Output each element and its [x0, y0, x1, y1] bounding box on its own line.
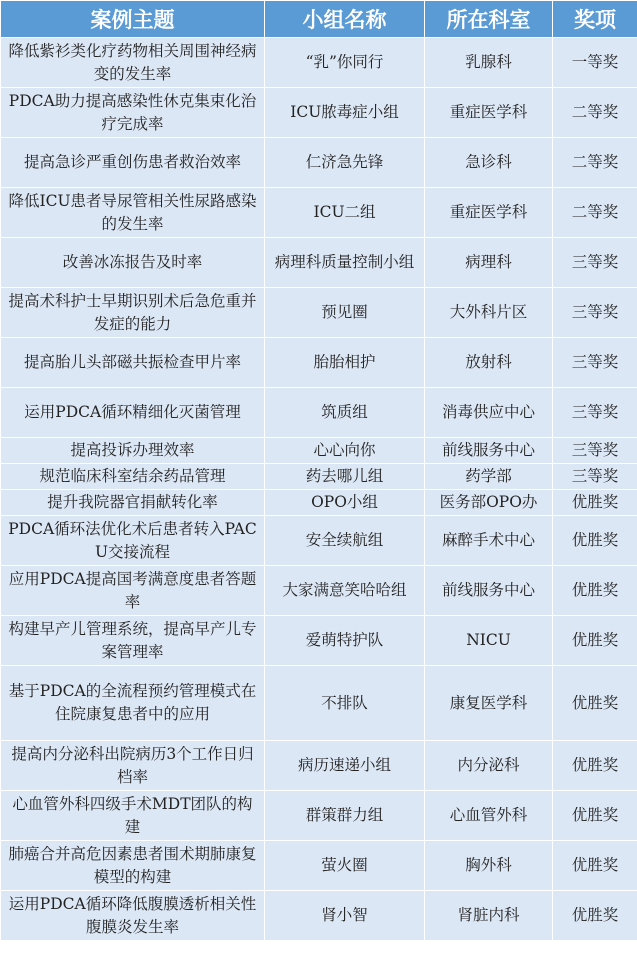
cell-dept: 病理科	[425, 238, 553, 288]
cell-dept: 消毒供应中心	[425, 388, 553, 438]
table-row	[1, 438, 637, 464]
cell-award: 优胜奖	[553, 666, 637, 741]
cell-team: 药去哪儿组	[265, 464, 425, 490]
cell-dept: NICU	[425, 616, 553, 666]
cell-award: 二等奖	[553, 188, 637, 238]
cell-award: 三等奖	[553, 464, 637, 490]
cell-team: OPO小组	[265, 490, 425, 516]
cell-award: 优胜奖	[553, 791, 637, 841]
table-row	[1, 38, 637, 88]
cell-team: “乳”你同行	[265, 38, 425, 88]
cell-topic: 提高胎儿头部磁共振检查甲片率	[1, 338, 265, 388]
cell-topic: 提高急诊严重创伤患者救治效率	[1, 138, 265, 188]
cell-award: 三等奖	[553, 288, 637, 338]
cell-team: 安全续航组	[265, 516, 425, 566]
header-award: 奖项	[553, 1, 637, 38]
table-row	[1, 88, 637, 138]
cell-award: 三等奖	[553, 438, 637, 464]
header-dept: 所在科室	[425, 1, 553, 38]
cell-team: 爱萌特护队	[265, 616, 425, 666]
table-row	[1, 566, 637, 616]
cell-dept: 内分泌科	[425, 741, 553, 791]
cell-topic: 基于PDCA的全流程预约管理模式在住院康复患者中的应用	[1, 666, 265, 741]
cell-team: 胎胎相护	[265, 338, 425, 388]
cell-dept: 乳腺科	[425, 38, 553, 88]
cell-dept: 放射科	[425, 338, 553, 388]
table-row	[1, 388, 637, 438]
table-row	[1, 464, 637, 490]
cell-team: 大家满意笑哈哈组	[265, 566, 425, 616]
cell-dept: 大外科片区	[425, 288, 553, 338]
cell-team: 群策群力组	[265, 791, 425, 841]
table-row	[1, 138, 637, 188]
table-row	[1, 188, 637, 238]
table-header	[1, 1, 637, 38]
cell-team: 病理科质量控制小组	[265, 238, 425, 288]
cell-team: 心心向你	[265, 438, 425, 464]
cell-award: 二等奖	[553, 138, 637, 188]
cell-topic: 应用PDCA提高国考满意度患者答题率	[1, 566, 265, 616]
cell-topic: PDCA循环法优化术后患者转入PACU交接流程	[1, 516, 265, 566]
table-row	[1, 490, 637, 516]
cell-team: 肾小智	[265, 891, 425, 941]
header-row	[1, 1, 637, 38]
table-row	[1, 841, 637, 891]
cell-dept: 医务部OPO办	[425, 490, 553, 516]
header-team: 小组名称	[265, 1, 425, 38]
cell-award: 三等奖	[553, 338, 637, 388]
table-row	[1, 741, 637, 791]
table-row	[1, 666, 637, 741]
cell-dept: 重症医学科	[425, 88, 553, 138]
cell-dept: 前线服务中心	[425, 566, 553, 616]
cell-award: 优胜奖	[553, 891, 637, 941]
cell-dept: 肾脏内科	[425, 891, 553, 941]
cell-topic: 心血管外科四级手术MDT团队的构建	[1, 791, 265, 841]
cell-topic: 规范临床科室结余药品管理	[1, 464, 265, 490]
cell-award: 优胜奖	[553, 616, 637, 666]
header-topic: 案例主题	[1, 1, 265, 38]
cell-award: 一等奖	[553, 38, 637, 88]
cell-topic: 提高术科护士早期识别术后急危重并发症的能力	[1, 288, 265, 338]
cell-team: 筑质组	[265, 388, 425, 438]
cell-team: 仁济急先锋	[265, 138, 425, 188]
cell-topic: 提高内分泌科出院病历3个工作日归档率	[1, 741, 265, 791]
cell-award: 三等奖	[553, 238, 637, 288]
cell-team: 萤火圈	[265, 841, 425, 891]
cell-topic: 改善冰冻报告及时率	[1, 238, 265, 288]
cell-topic: 肺癌合并高危因素患者围术期肺康复模型的构建	[1, 841, 265, 891]
cell-dept: 麻醉手术中心	[425, 516, 553, 566]
table-row	[1, 238, 637, 288]
cell-dept: 前线服务中心	[425, 438, 553, 464]
cell-topic: 提升我院器官捐献转化率	[1, 490, 265, 516]
cell-dept: 胸外科	[425, 841, 553, 891]
cell-award: 优胜奖	[553, 516, 637, 566]
table-body	[1, 38, 637, 941]
cell-topic: 降低紫衫类化疗药物相关周围神经病变的发生率	[1, 38, 265, 88]
table-row	[1, 616, 637, 666]
cell-dept: 重症医学科	[425, 188, 553, 238]
cell-topic: 运用PDCA循环精细化灭菌管理	[1, 388, 265, 438]
cell-team: 病历速递小组	[265, 741, 425, 791]
cell-team: ICU脓毒症小组	[265, 88, 425, 138]
table-row	[1, 338, 637, 388]
cell-dept: 康复医学科	[425, 666, 553, 741]
cell-team: ICU二组	[265, 188, 425, 238]
cell-award: 优胜奖	[553, 841, 637, 891]
cell-topic: PDCA助力提高感染性休克集束化治疗完成率	[1, 88, 265, 138]
cell-award: 优胜奖	[553, 566, 637, 616]
cell-topic: 运用PDCA循环降低腹膜透析相关性腹膜炎发生率	[1, 891, 265, 941]
cell-topic: 构建早产儿管理系统，提高早产儿专案管理率	[1, 616, 265, 666]
cell-dept: 心血管外科	[425, 791, 553, 841]
table-row	[1, 791, 637, 841]
cell-dept: 药学部	[425, 464, 553, 490]
cell-topic: 提高投诉办理效率	[1, 438, 265, 464]
cell-award: 二等奖	[553, 88, 637, 138]
table-row	[1, 891, 637, 941]
cell-award: 优胜奖	[553, 741, 637, 791]
cell-award: 三等奖	[553, 388, 637, 438]
table-row	[1, 288, 637, 338]
cell-team: 不排队	[265, 666, 425, 741]
cell-dept: 急诊科	[425, 138, 553, 188]
cell-award: 优胜奖	[553, 490, 637, 516]
cell-team: 预见圈	[265, 288, 425, 338]
table-row	[1, 516, 637, 566]
cell-topic: 降低ICU患者导尿管相关性尿路感染的发生率	[1, 188, 265, 238]
